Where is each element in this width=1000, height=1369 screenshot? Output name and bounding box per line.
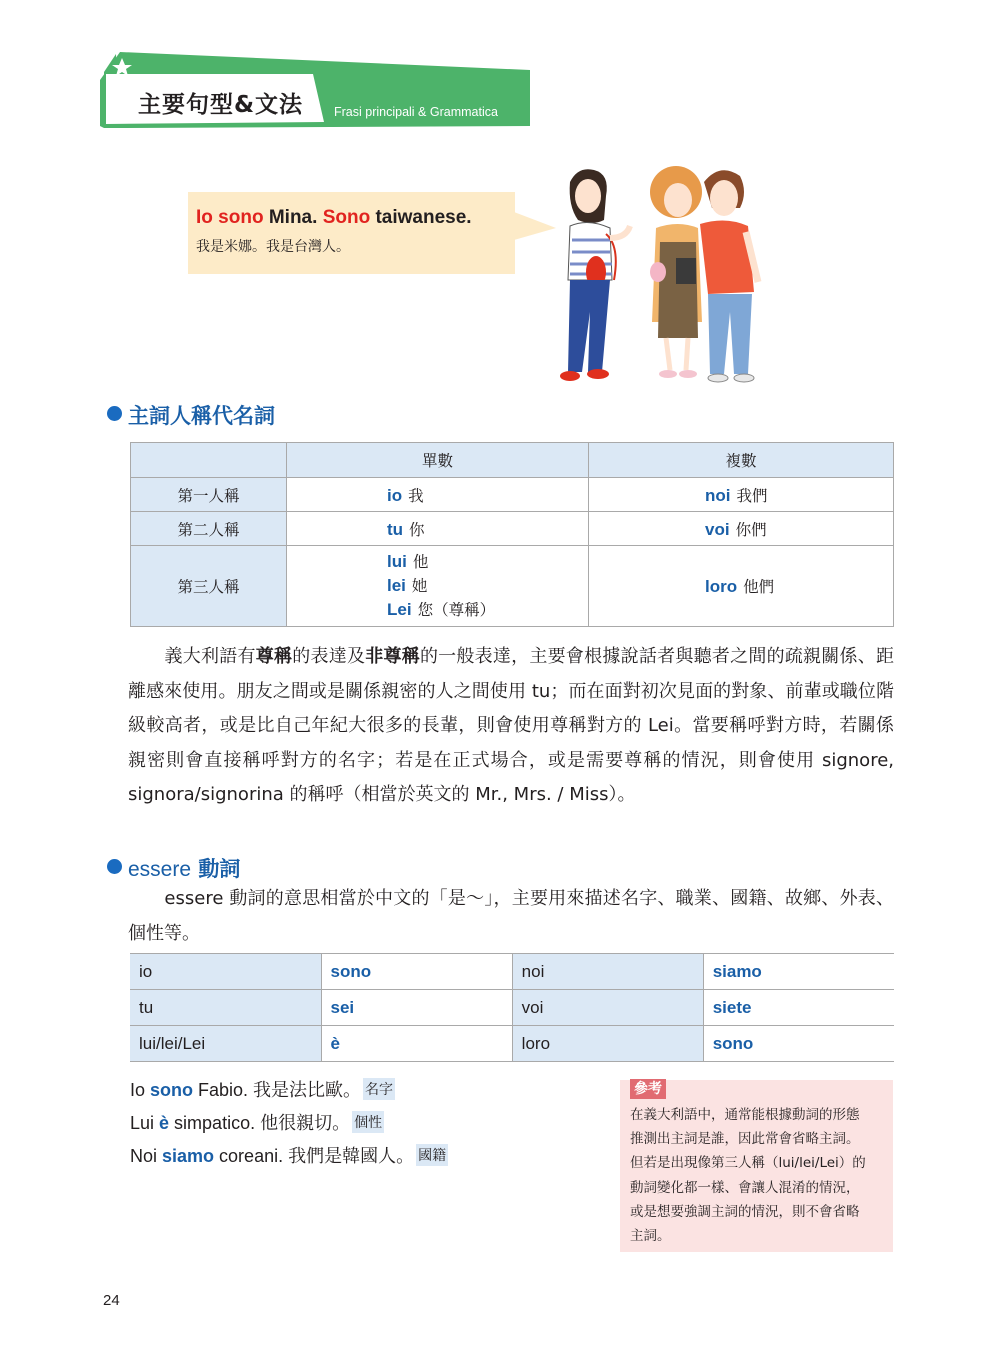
pronoun-table	[130, 442, 894, 627]
pronoun-chinese: 您（尊稱）	[417, 601, 496, 619]
section-bullet-icon	[107, 406, 122, 421]
para-bold-non-honorific: 非尊稱	[365, 646, 420, 667]
para-text: 的表達及	[292, 646, 366, 667]
characters-illustration	[548, 162, 808, 388]
verb-cell: sono	[321, 954, 512, 990]
column-header-singular: 單數	[287, 443, 589, 478]
section-heading-pronouns: 主詞人稱代名詞	[128, 404, 275, 428]
example-tag: 個性	[352, 1111, 384, 1133]
example-verb: siamo	[162, 1146, 215, 1166]
pronoun-italian: voi	[705, 519, 730, 539]
cell-plural	[589, 546, 894, 627]
pronoun-cell: loro	[512, 1026, 703, 1062]
heading-chinese: 動詞	[191, 857, 241, 881]
speech-word-taiwanese: taiwanese.	[370, 207, 472, 228]
reference-line: 推測出主詞是誰，因此常會省略主詞。	[630, 1131, 860, 1147]
verb-cell: è	[321, 1026, 512, 1062]
example-text: Io	[130, 1080, 151, 1100]
example-tag: 國籍	[416, 1144, 448, 1166]
page-number: 24	[103, 1292, 120, 1309]
heading-italian: essere	[128, 858, 192, 881]
para-bold-honorific: 尊稱	[255, 646, 293, 667]
essere-conjugation-table	[130, 953, 894, 1062]
mina-figure	[560, 169, 630, 381]
verb-cell: sei	[321, 990, 512, 1026]
example-sentence	[130, 1142, 448, 1168]
example-sentence	[130, 1076, 395, 1102]
page-title: 主要句型&文法	[138, 92, 304, 118]
cell-singular	[287, 478, 589, 512]
speech-word-mina: Mina.	[263, 207, 323, 228]
man-figure	[700, 170, 758, 382]
table-row	[131, 546, 894, 627]
pronoun-italian: Lei	[387, 600, 412, 619]
honorific-paragraph	[128, 640, 894, 813]
pronoun-cell: tu	[130, 990, 321, 1026]
row-header-first-person: 第一人稱	[131, 478, 287, 512]
pronoun-chinese: 她	[411, 577, 428, 595]
example-text: Fabio.	[193, 1080, 254, 1100]
example-sentence	[130, 1109, 384, 1135]
verb-cell: sono	[703, 1026, 894, 1062]
pronoun-italian: io	[387, 485, 403, 505]
section-bullet-icon	[107, 859, 122, 874]
speech-bubble	[188, 192, 515, 274]
cell-plural	[589, 478, 894, 512]
para-text: 義大利語有	[128, 646, 256, 667]
pronoun-chinese: 你	[409, 520, 425, 539]
speech-italian	[196, 207, 472, 229]
pronoun-chinese: 我	[408, 486, 424, 505]
reference-line: 主詞。	[630, 1228, 671, 1244]
pronoun-chinese: 他	[412, 553, 429, 571]
cell-singular	[287, 546, 589, 627]
verb-cell: siete	[703, 990, 894, 1026]
reference-line: 在義大利語中，通常能根據動詞的形態	[630, 1107, 860, 1123]
example-text: Noi	[130, 1146, 163, 1166]
table-header-row	[131, 443, 894, 478]
table-row	[130, 990, 894, 1026]
reference-line: 但若是出現像第三人稱（lui/lei/Lei）的	[630, 1155, 866, 1171]
pronoun-italian: noi	[705, 485, 731, 505]
pronoun-chinese: 你們	[735, 520, 767, 539]
table-row	[131, 478, 894, 512]
para-text: 的一般表達，主要會根據說話者與聽者之間的疏親關係、距離感來使用。朋友之間或是關係親密的人之間使用 tu；而在面對初次見面的對象、前輩或職位階級較高者，或是比自己年紀大很多的長輩，則會使用尊稱對方的 Lei。當要稱呼對方時，若關係親密則會直接稱呼對方的名字；若是在正式場合，或是需要尊稱的情況，則會使用 signore, signora/signorina 的稱呼（相當於英文的 Mr., Mrs. / Miss）。	[128, 646, 895, 805]
pronoun-cell: noi	[512, 954, 703, 990]
table-row	[130, 954, 894, 990]
pronoun-italian: lui	[387, 552, 407, 571]
essere-paragraph: essere 動詞的意思相當於中文的「是～」，主要用來描述名字、職業、國籍、故鄉、外表、個性等。	[128, 888, 894, 944]
example-tag: 名字	[363, 1078, 395, 1100]
section-heading-essere	[128, 853, 240, 883]
curly-woman-figure	[650, 166, 702, 378]
example-verb: è	[159, 1113, 170, 1133]
example-translation: 他很親切。	[260, 1113, 351, 1134]
example-text: Lui	[130, 1113, 160, 1133]
pronoun-italian: lei	[387, 576, 406, 595]
row-header-second-person: 第二人稱	[131, 512, 287, 546]
column-header-plural: 複數	[589, 443, 894, 478]
pronoun-cell: voi	[512, 990, 703, 1026]
example-text: simpatico.	[169, 1113, 261, 1133]
example-translation: 我是法比歐。	[253, 1080, 362, 1101]
reference-label: 參考	[630, 1079, 666, 1099]
pronoun-italian: loro	[705, 577, 738, 596]
reference-line: 或是想要強調主詞的情況，則不會省略	[630, 1204, 860, 1220]
cell-plural	[589, 512, 894, 546]
pronoun-italian: tu	[387, 519, 404, 539]
example-translation: 我們是韓國人。	[288, 1146, 415, 1167]
pronoun-chinese: 他們	[743, 578, 775, 596]
speech-word-sono: Sono	[322, 207, 371, 228]
verb-cell: siamo	[703, 954, 894, 990]
reference-line: 動詞變化都一樣、會讓人混淆的情況，	[630, 1180, 860, 1196]
speech-chinese: 我是米娜。我是台灣人。	[196, 239, 350, 255]
table-row	[130, 1026, 894, 1062]
row-header-third-person: 第三人稱	[131, 546, 287, 627]
table-row	[131, 512, 894, 546]
example-text: coreani.	[214, 1146, 289, 1166]
pronoun-cell: lui/lei/Lei	[130, 1026, 321, 1062]
example-verb: sono	[150, 1080, 194, 1100]
page-subtitle: Frasi principali & Grammatica	[334, 105, 498, 119]
pronoun-chinese: 我們	[736, 486, 768, 505]
cell-singular	[287, 512, 589, 546]
pronoun-cell: io	[130, 954, 321, 990]
table-corner-cell	[131, 443, 287, 478]
speech-word-io-sono: Io sono	[196, 207, 264, 228]
